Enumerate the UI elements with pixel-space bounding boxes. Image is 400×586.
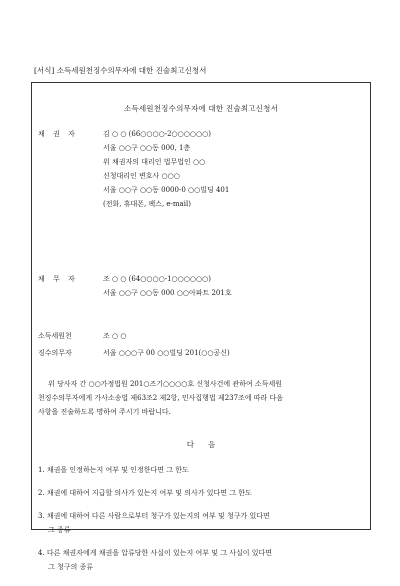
third-debtor-lines	[103, 332, 364, 346]
request-items	[38, 466, 364, 586]
debtor-line: 조 ○ ○ (64○○○○-1○○○○○○)	[103, 275, 211, 283]
withholding-agent-value: 서울 ○○○구 00 ○○빌딩 201(○○공신)	[103, 349, 230, 357]
withholding-agent-label: 징수의무자	[38, 349, 72, 357]
paragraph-line: 사항을 진술하도록 명하여 주시기 바랍니다.	[38, 408, 171, 416]
list-item-line: 2. 채권에 대하여 지급할 의사가 있는지 여부 및 의사가 있다면 그 한도	[38, 489, 252, 497]
list-item	[38, 489, 364, 503]
creditor-line: 서울 ○○구 ○○동 000, 1층	[103, 144, 191, 152]
document-frame	[31, 82, 371, 571]
creditor-line: (전화, 휴대폰, 팩스, e-mail)	[103, 200, 191, 208]
creditor-line: 위 채권자의 대리인 법무법인 ○○	[103, 158, 206, 166]
list-item-line: 그 청구의 종류	[48, 563, 94, 571]
third-debtor-label: 소득세원천	[38, 332, 72, 340]
list-item-line: 4. 다른 채권자에게 채권을 압류당한 사실이 있는지 여부 및 그 사실이 있다면	[38, 549, 273, 557]
list-item-line: 3. 채권에 대하여 다른 사람으로부터 청구가 있는지의 여부 및 청구가 있다면	[38, 512, 270, 520]
debtor-lines	[103, 275, 364, 303]
creditor-line: 김 ○ ○ (66○○○○-2○○○○○○)	[103, 130, 211, 138]
creditor-line: 서울 ○○구 ○○동 0000-0 ○○빌딩 401	[103, 186, 230, 194]
list-item	[38, 466, 364, 480]
request-paragraph	[38, 380, 364, 422]
debtor-line: 서울 ○○구 ○○동 000 ○○아파트 201호	[103, 289, 232, 297]
paragraph-line: 위 당사자 간 ○○가정법원 201○즈기○○○○호 신청사건에 관하여 소득세원	[48, 380, 282, 388]
creditor-lines	[103, 130, 364, 214]
withholding-agent-lines	[103, 349, 364, 363]
third-debtor-value: 조 ○ ○	[103, 332, 127, 340]
form-label: [서식] 소득세원천징수의무자에 대한 진술최고신청서	[34, 66, 207, 75]
list-item	[38, 512, 364, 540]
paragraph-line: 천징수의무자에게 가사소송법 제63조2 제2항, 민사집행법 제237조에 따라 다음	[38, 394, 284, 402]
list-item	[38, 549, 364, 577]
list-item-line: 그 종류	[48, 526, 71, 534]
document-title: 소득세원천징수의무자에 대한 진술최고신청서	[123, 104, 279, 113]
creditor-label: 채 권 자	[38, 130, 78, 138]
debtor-label: 채 무 자	[38, 275, 78, 283]
list-item-line: 1. 채권을 인정하는지 여부 및 인정한다면 그 한도	[38, 466, 189, 474]
creditor-line: 신청대리인 변호사 ○○○	[103, 172, 180, 180]
section-heading: 다음	[186, 440, 230, 449]
